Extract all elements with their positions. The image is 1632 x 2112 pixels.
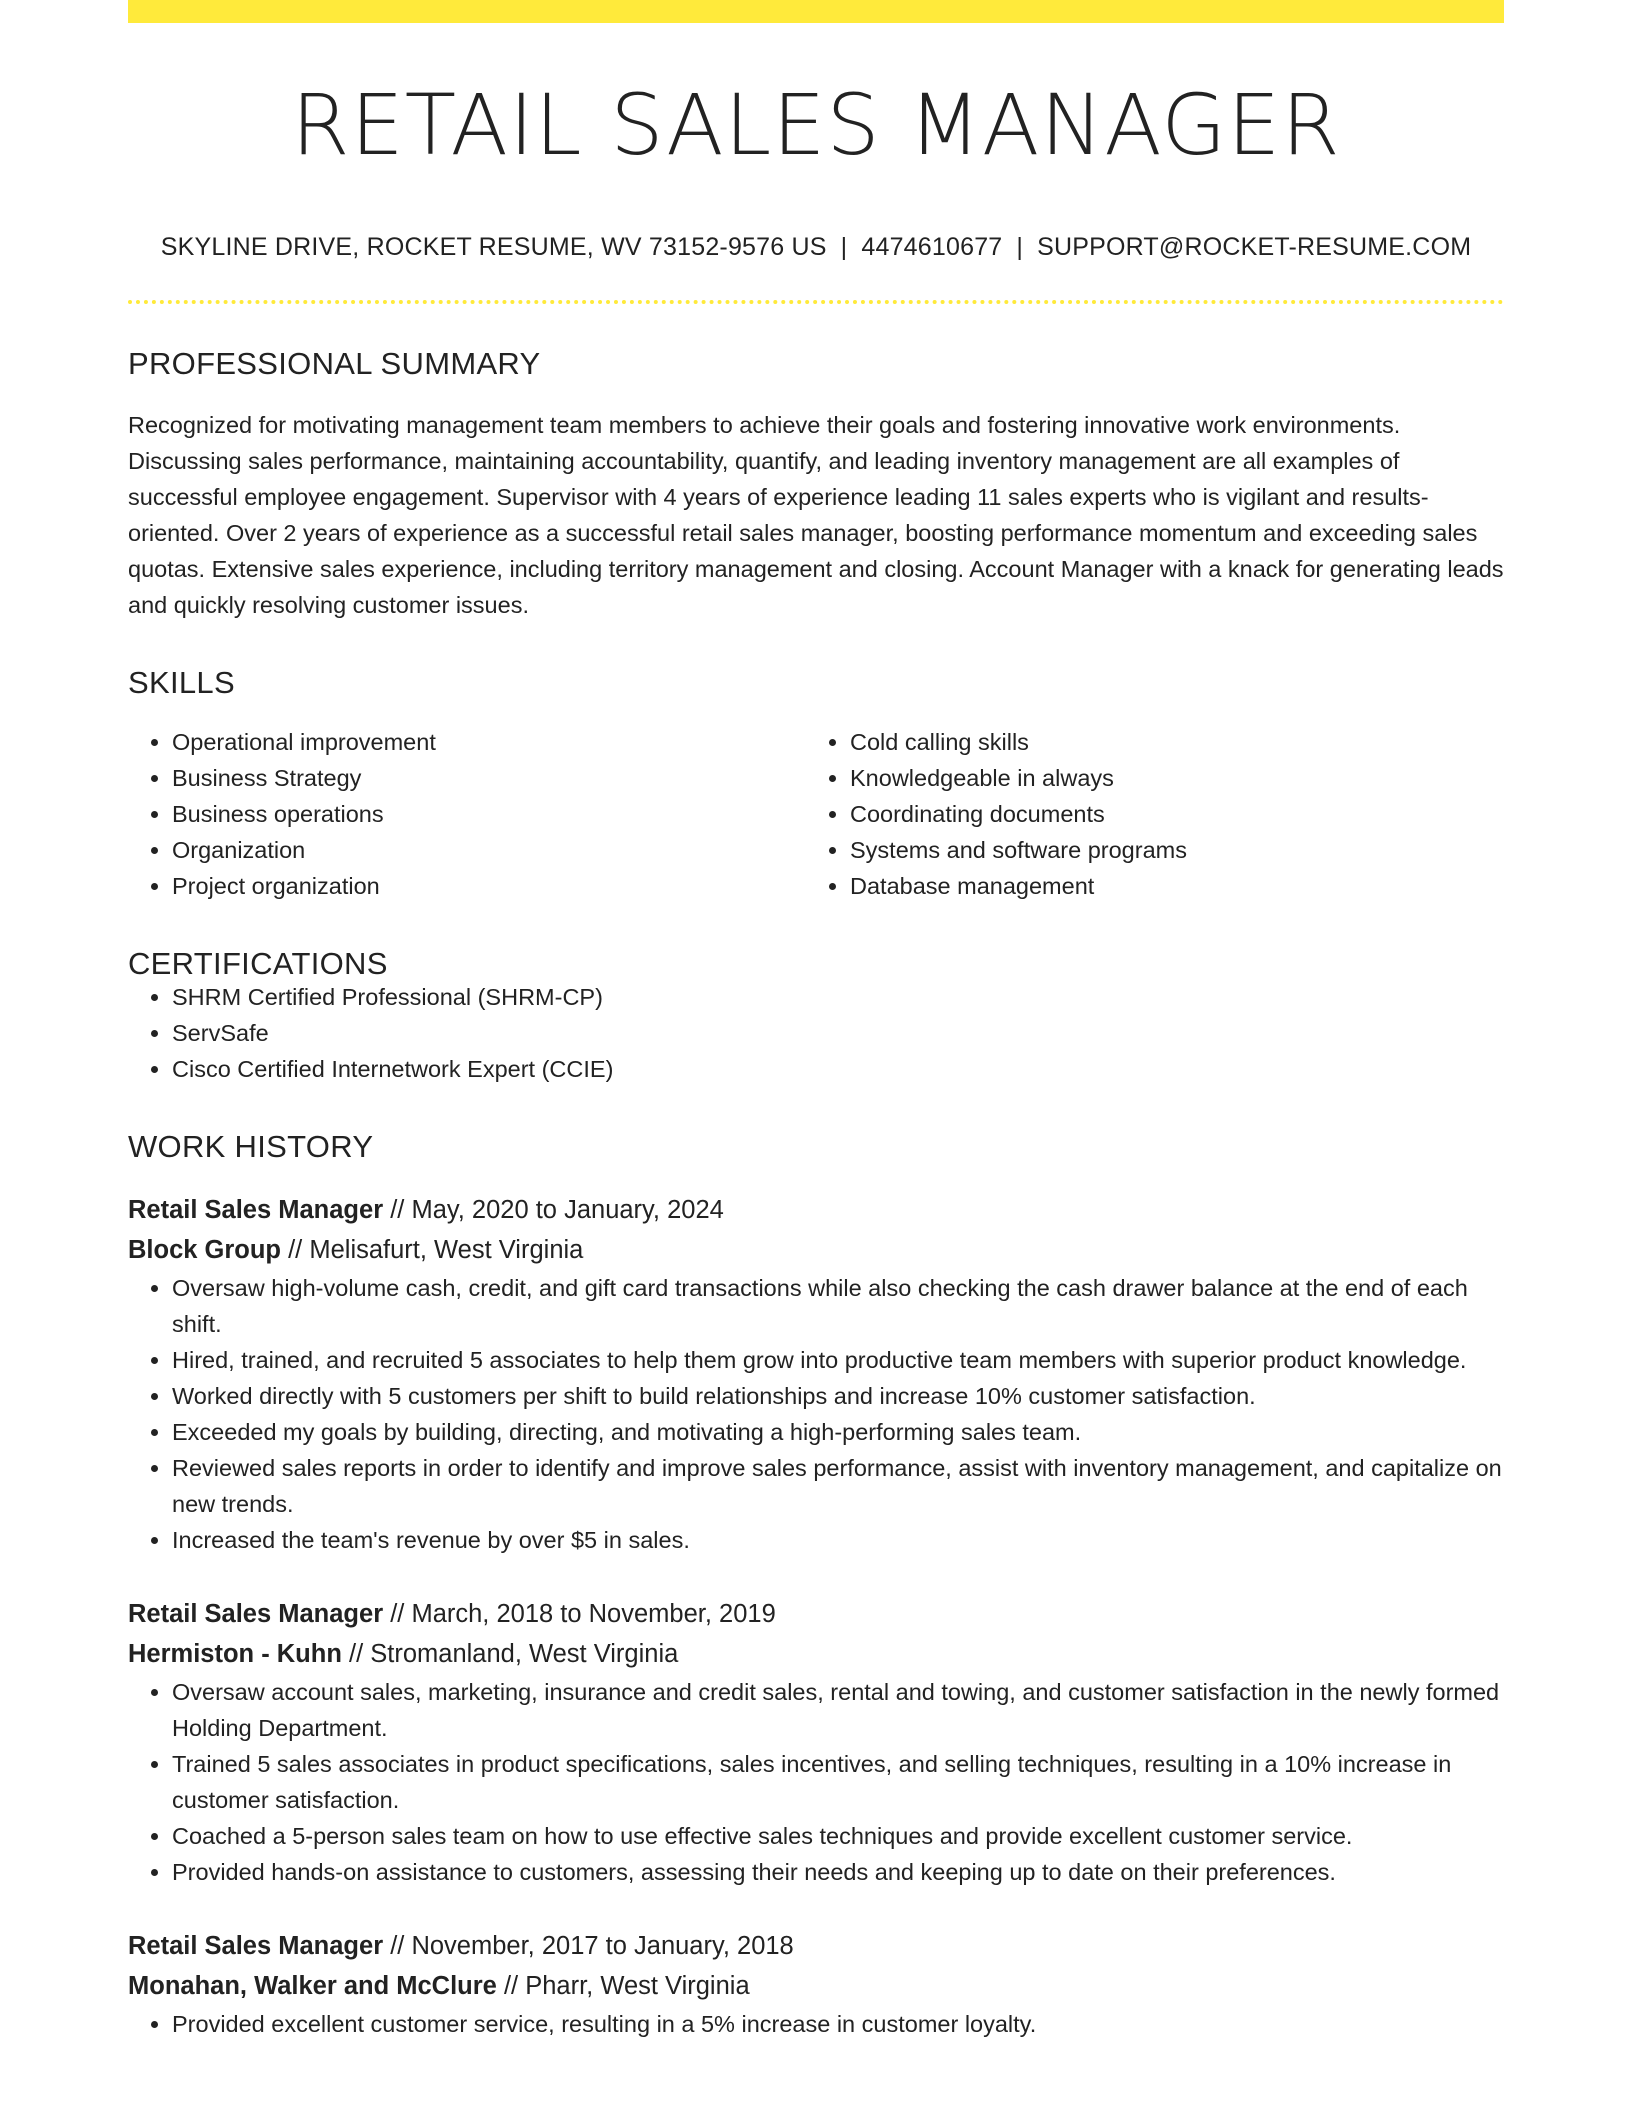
summary-heading: PROFESSIONAL SUMMARY [128, 346, 541, 381]
contact-separator: | [1016, 233, 1024, 261]
job-bullet: • Provided excellent customer service, resulting in a 5% increase in customer loyalty. [172, 2006, 1504, 2042]
job-entry [128, 1594, 1504, 1890]
skill-item: • Operational improvement [172, 724, 806, 760]
certification-item: • ServSafe [172, 1015, 1504, 1051]
skills-left-list [128, 724, 806, 904]
job-bullet: • Oversaw high-volume cash, credit, and gift card transactions while also checking the cash drawer balance at the end of each shift. [172, 1270, 1504, 1342]
skills-right-column [806, 724, 1484, 904]
skills-grid [128, 724, 1504, 904]
job-role-line [128, 1926, 1504, 1966]
contact-address: SKYLINE DRIVE, ROCKET RESUME, WV 73152-9576 US [160, 233, 827, 261]
job-role: Retail Sales Manager [128, 1196, 384, 1224]
skill-item: • Knowledgeable in always [850, 760, 1484, 796]
job-company-line [128, 1230, 1504, 1270]
job-bullets [128, 1674, 1504, 1890]
job-company: Monahan, Walker and McClure [128, 1972, 497, 2000]
job-role-line [128, 1190, 1504, 1230]
skill-item: • Business operations [172, 796, 806, 832]
job-role-line [128, 1594, 1504, 1634]
job-role: Retail Sales Manager [128, 1600, 384, 1628]
job-bullets [128, 1270, 1504, 1558]
contact-line [128, 235, 1504, 260]
job-bullet: • Increased the team's revenue by over $5 in sales. [172, 1522, 1504, 1558]
job-dates: // May, 2020 to January, 2024 [383, 1196, 724, 1224]
job-dates: // November, 2017 to January, 2018 [383, 1932, 794, 1960]
job-entry [128, 1190, 1504, 1558]
skill-item: • Business Strategy [172, 760, 806, 796]
job-bullet: • Reviewed sales reports in order to identify and improve sales performance, assist with inventory management, and capitalize on new trends. [172, 1450, 1504, 1522]
job-bullet: • Trained 5 sales associates in product specifications, sales incentives, and selling techniques, resulting in a 10% increase in customer satisfaction. [172, 1746, 1504, 1818]
job-bullet: • Provided hands-on assistance to customers, assessing their needs and keeping up to date on their preferences. [172, 1854, 1504, 1890]
job-company-line [128, 1966, 1504, 2006]
skill-item: • Cold calling skills [850, 724, 1484, 760]
certifications-list [128, 979, 1504, 1087]
job-role: Retail Sales Manager [128, 1932, 384, 1960]
job-location: // Pharr, West Virginia [496, 1972, 750, 2000]
job-company-line [128, 1634, 1504, 1674]
skill-item: • Database management [850, 868, 1484, 904]
dotted-divider [128, 300, 1504, 304]
contact-email: SUPPORT@ROCKET-RESUME.COM [1037, 233, 1472, 261]
job-bullet: • Oversaw account sales, marketing, insurance and credit sales, rental and towing, and customer satisfaction in the newly formed Holding Department. [172, 1674, 1504, 1746]
certification-item: • SHRM Certified Professional (SHRM-CP) [172, 979, 1504, 1015]
job-bullets [128, 2006, 1504, 2042]
contact-separator: | [840, 233, 848, 261]
skill-item: • Project organization [172, 868, 806, 904]
skills-right-list [806, 724, 1484, 904]
job-bullet: • Exceeded my goals by building, directing, and motivating a high-performing sales team. [172, 1414, 1504, 1450]
resume-page [128, 0, 1504, 2042]
job-entry [128, 1926, 1504, 2042]
job-bullet: • Worked directly with 5 customers per shift to build relationships and increase 10% customer satisfaction. [172, 1378, 1504, 1414]
skills-heading: SKILLS [128, 665, 235, 700]
job-location: // Melisafurt, West Virginia [281, 1236, 584, 1264]
certification-item: • Cisco Certified Internetwork Expert (CCIE) [172, 1051, 1504, 1087]
job-company: Hermiston - Kuhn [128, 1640, 342, 1668]
contact-phone: 4474610677 [861, 233, 1003, 261]
skills-left-column [128, 724, 806, 904]
job-dates: // March, 2018 to November, 2019 [383, 1600, 776, 1628]
job-company: Block Group [128, 1236, 282, 1264]
work-history-heading: WORK HISTORY [128, 1129, 374, 1164]
job-bullet: • Coached a 5-person sales team on how to use effective sales techniques and provide excellent customer service. [172, 1818, 1504, 1854]
top-accent-bar [128, 0, 1504, 23]
summary-text: Recognized for motivating management team members to achieve their goals and fostering innovative work environments. Discussing sales performance, maintaining accountability, quantify, and leading inventory management are all examples of successful employee engagement. Supervisor with 4 years of experience leading 11 sales experts who is vigilant and results-oriented. Over 2 years of experience as a successful retail sales manager, boosting performance momentum and exceeding sales quotas. Extensive sales experience, including territory management and closing. Account Manager with a knack for generating leads and quickly resolving customer issues. [128, 412, 1504, 618]
job-location: // Stromanland, West Virginia [341, 1640, 679, 1668]
skill-item: • Organization [172, 832, 806, 868]
job-bullet: • Hired, trained, and recruited 5 associates to help them grow into productive team members with superior product knowledge. [172, 1342, 1504, 1378]
resume-title: RETAIL SALES MANAGER [291, 76, 1341, 174]
certifications-heading: CERTIFICATIONS [128, 946, 388, 981]
skill-item: • Systems and software programs [850, 832, 1484, 868]
skill-item: • Coordinating documents [850, 796, 1484, 832]
